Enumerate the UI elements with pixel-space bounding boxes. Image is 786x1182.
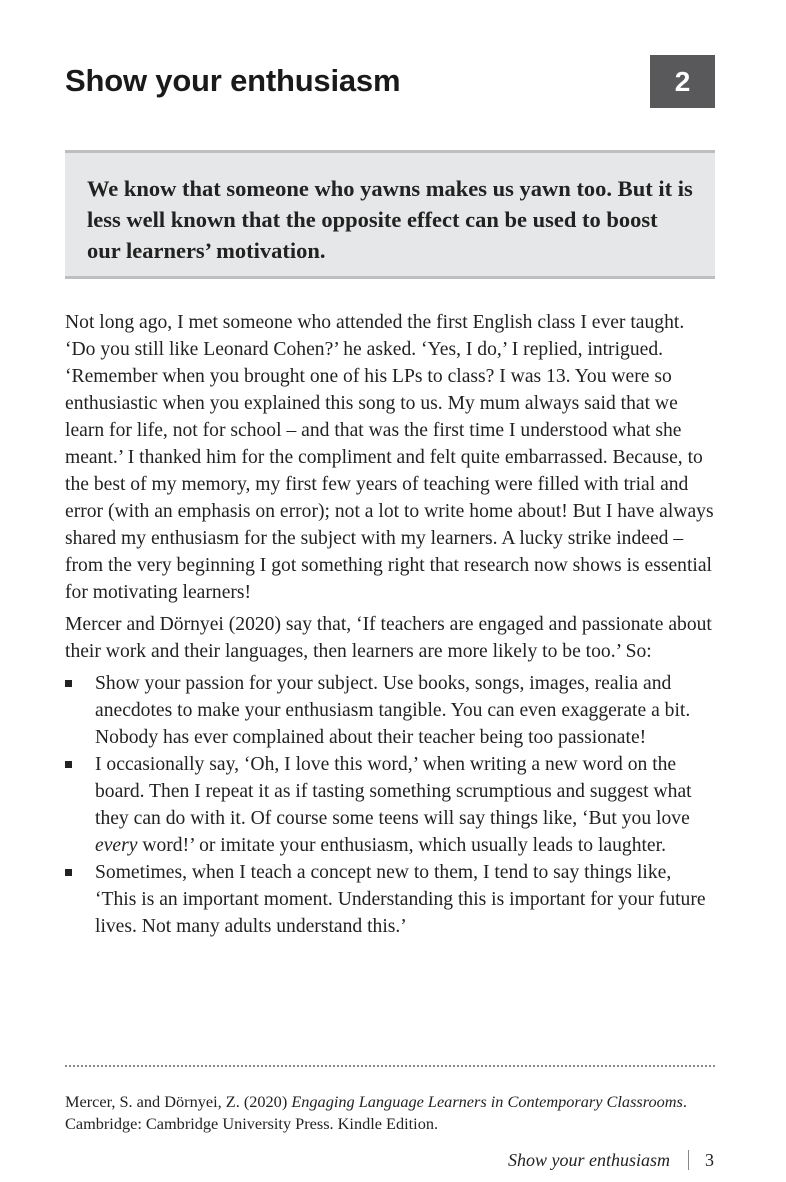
paragraph-research-quote: Mercer and Dörnyei (2020) say that, ‘If teachers are engaged and passionate about their work and their languages, then learners are more likely to be too.’ So: <box>65 614 712 662</box>
tip-item <box>65 670 717 751</box>
chapter-number-badge: 2 <box>650 55 715 108</box>
square-bullet-icon <box>65 761 72 768</box>
tip-text-end: word!’ or imitate your enthusiasm, which usually leads to laughter. <box>137 835 666 856</box>
dotted-divider <box>65 1065 715 1067</box>
main-text <box>65 309 717 940</box>
tips-list <box>65 670 717 940</box>
intro-callout <box>65 150 715 279</box>
tip-item <box>65 859 717 940</box>
reference-authors: Mercer, S. and Dörnyei, Z. (2020) <box>65 1092 292 1111</box>
square-bullet-icon <box>65 869 72 876</box>
reference-book-title: Engaging Language Learners in Contemporary Classrooms <box>291 1092 683 1111</box>
tip-text-emphasis: every <box>95 835 138 856</box>
tip-text: Sometimes, when I teach a concept new to them, I tend to say things like, ‘This is an important moment. Understanding this is important for your future lives. Not many adults understand this.’ <box>95 862 706 937</box>
footer-separator <box>688 1150 689 1170</box>
page-title: Show your enthusiasm <box>65 63 401 98</box>
running-title: Show your enthusiasm <box>508 1150 670 1170</box>
callout-text: We know that someone who yawns makes us yawn too. But it is less well known that the opposite effect can be used to boost our learners’ motivation. <box>87 176 693 263</box>
tip-text-start: I occasionally say, ‘Oh, I love this word,’ when writing a new word on the board. Then I repeat it as if tasting something scrumptious and suggest what they can do with it. Of course some teens will say things like, ‘But you love <box>95 754 692 829</box>
page-number: 3 <box>705 1150 714 1170</box>
paragraph-anecdote: Not long ago, I met someone who attended the first English class I ever taught. ‘Do you still like Leonard Cohen?’ he asked. ‘Yes, I do,’ I replied, intrigued. ‘Remember when you brought one of his LPs to class? I was 13. You were so enthusiastic when you explained this song to us. My mum always said that we learn for life, not for school – and that was the first time I understood what she meant.’ I thanked him for the compliment and felt quite embarrassed. Because, to the best of my memory, my first few years of teaching were filled with trial and error (with an emphasis on error); not a lot to write home about! But I have always shared my enthusiasm for the subject with my learners. A lucky strike indeed – from the very beginning I got something right that research now shows is essential for motivating learners! <box>65 312 714 603</box>
page-footer <box>508 1148 714 1172</box>
square-bullet-icon <box>65 680 72 687</box>
reference-citation <box>65 1091 717 1135</box>
tip-item <box>65 751 717 859</box>
reference-publisher: . Cambridge: Cambridge University Press. Kindle Edition. <box>65 1092 687 1133</box>
tip-text: Show your passion for your subject. Use books, songs, images, realia and anecdotes to make your enthusiasm tangible. You can even exaggerate a bit. Nobody has ever complained about their teacher being too passionate! <box>95 673 691 748</box>
